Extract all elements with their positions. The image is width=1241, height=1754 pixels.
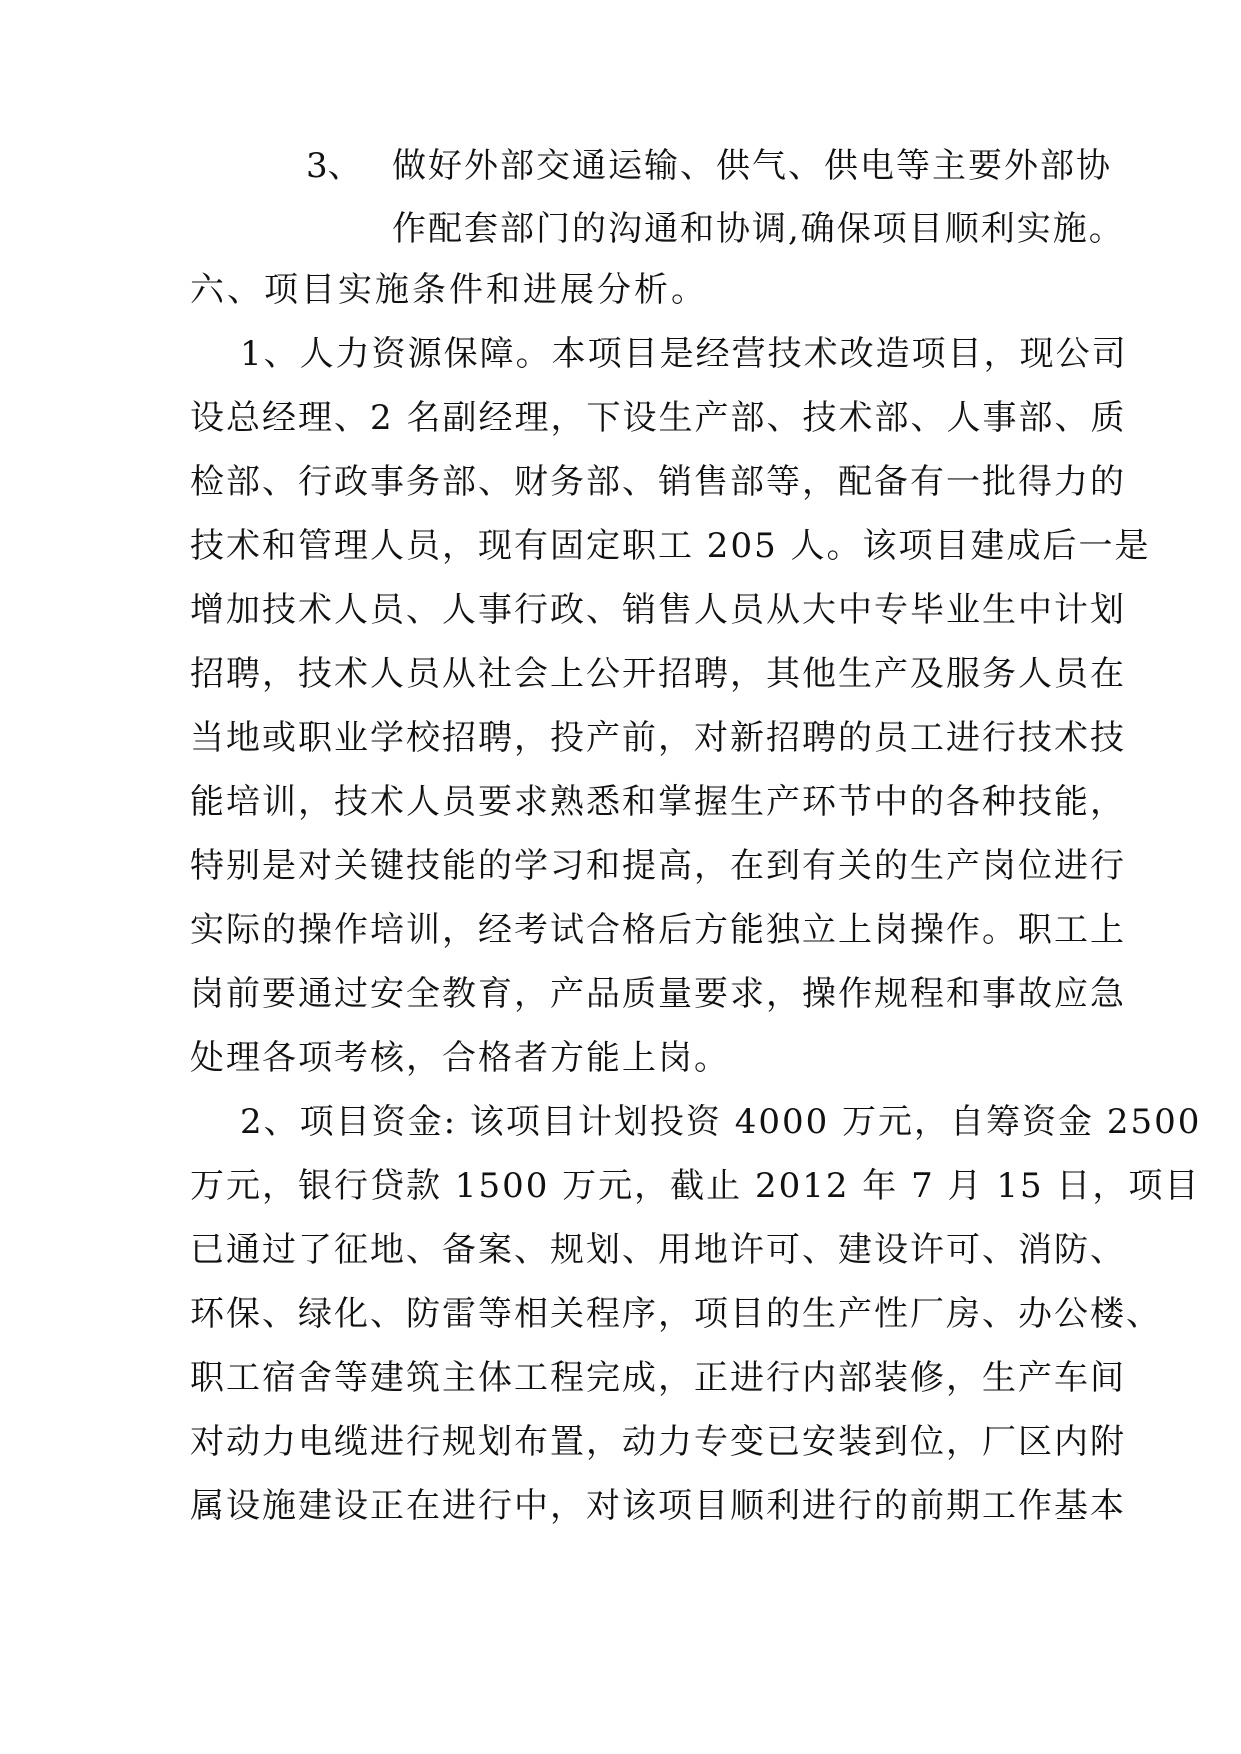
paragraph-1-line-2: 设总经理、2 名副经理，下设生产部、技术部、人事部、质: [190, 398, 1127, 438]
paragraph-1-line-4: 技术和管理人员，现有固定职工 205 人。该项目建成后一是: [190, 526, 1151, 566]
paragraph-2-line-1: 2、项目资金: 该项目计划投资 4000 万元，自筹资金 2500: [240, 1102, 1202, 1142]
paragraph-1-line-11: 岗前要通过安全教育，产品质量要求，操作规程和事故应急: [190, 974, 1126, 1014]
paragraph-1-line-1: 1、人力资源保障。本项目是经营技术改造项目，现公司: [240, 334, 1128, 374]
paragraph-2-line-2: 万元，银行贷款 1500 万元，截止 2012 年 7 月 15 日，项目: [190, 1166, 1201, 1206]
paragraph-2-line-5: 职工宿舍等建筑主体工程完成，正进行内部装修，生产车间: [190, 1358, 1126, 1398]
section-heading: 六、项目实施条件和进展分析。: [190, 270, 708, 310]
paragraph-2-line-3: 已通过了征地、备案、规划、用地许可、建设许可、消防、: [190, 1230, 1126, 1270]
paragraph-1-line-5: 增加技术人员、人事行政、销售人员从大中专毕业生中计划: [190, 590, 1126, 630]
paragraph-2-line-4: 环保、绿化、防雷等相关程序，项目的生产性厂房、办公楼、: [190, 1294, 1162, 1334]
paragraph-2-line-6: 对动力电缆进行规划布置，动力专变已安装到位，厂区内附: [190, 1422, 1126, 1462]
item-3-line-1: 做好外部交通运输、供气、供电等主要外部协: [392, 146, 1112, 186]
paragraph-1-line-8: 能培训，技术人员要求熟悉和掌握生产环节中的各种技能，: [190, 782, 1126, 822]
item-3-number: 3、: [306, 146, 362, 186]
item-3-line-2: 作配套部门的沟通和协调,确保项目顺利实施。: [392, 209, 1125, 249]
paragraph-1-line-3: 检部、行政事务部、财务部、销售部等，配备有一批得力的: [190, 462, 1126, 502]
paragraph-1-line-6: 招聘，技术人员从社会上公开招聘，其他生产及服务人员在: [190, 654, 1126, 694]
paragraph-1-line-10: 实际的操作培训，经考试合格后方能独立上岗操作。职工上: [190, 910, 1126, 950]
paragraph-1-line-7: 当地或职业学校招聘，投产前，对新招聘的员工进行技术技: [190, 718, 1126, 758]
paragraph-2-line-7: 属设施建设正在进行中，对该项目顺利进行的前期工作基本: [190, 1486, 1126, 1526]
paragraph-1-line-12: 处理各项考核，合格者方能上岗。: [190, 1038, 730, 1078]
paragraph-1-line-9: 特别是对关键技能的学习和提高，在到有关的生产岗位进行: [190, 846, 1126, 886]
